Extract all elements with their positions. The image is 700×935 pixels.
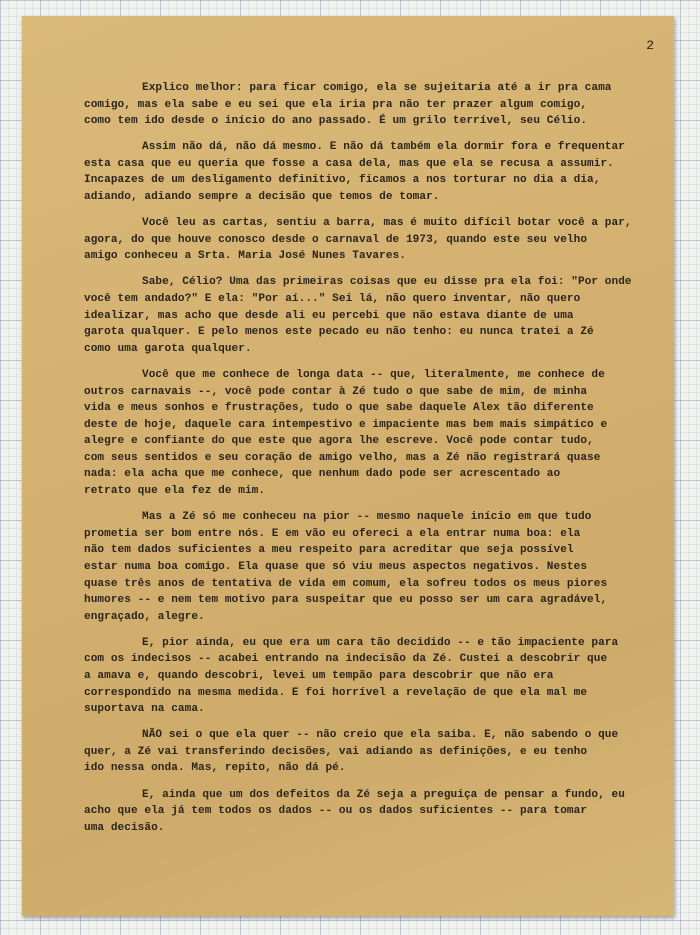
text-line: vida e meus sonhos e frustrações, tudo o que sabe daquele Alex tão diferente: [84, 402, 594, 415]
text-line: como tem ido desde o início do ano passado. É um grilo terrível, seu Célio.: [84, 115, 588, 128]
text-line: Incapazes de um desligamento definitivo, ficamos a nos torturar no dia a dia,: [84, 174, 601, 187]
text-line: agora, do que houve conosco desde o carnaval de 1973, quando este seu velho: [84, 233, 588, 246]
text-line: nada: ela acha que me conhece, que nenhum dado pode ser acrescentado ao: [84, 468, 561, 481]
text-line: NÃO sei o que ela quer -- não creio que ela saiba. E, não sabendo o que: [142, 729, 619, 742]
paragraph: [84, 139, 656, 205]
text-line: Explico melhor: para ficar comigo, ela se sujeitaria até a ir pra cama: [142, 82, 612, 94]
text-line: Assim não dá, não dá mesmo. E não dá também ela dormir fora e frequentar: [142, 141, 625, 154]
text-line: amigo conheceu a Srta. Maria José Nunes Tavares.: [84, 250, 406, 263]
text-line: comigo, mas ela sabe e eu sei que ela iria pra não ter prazer algum comigo,: [84, 98, 588, 111]
text-line: retrato que ela fez de mim.: [84, 485, 266, 498]
text-line: idealizar, mas acho que desde ali eu percebi que não estava diante de uma: [84, 309, 574, 322]
text-line: alegre e confiante do que este que agora lhe escreve. Você pode contar tudo,: [84, 435, 594, 448]
text-line: com os indecisos -- acabei entrando na indecisão da Zé. Custei a descobrir que: [84, 653, 608, 666]
text-line: com seus sentidos e seu coração de amigo velho, mas a Zé não registrará quase: [84, 451, 601, 464]
text-line: outros carnavais --, você pode contar à Zé tudo o que sabe de mim, de minha: [84, 385, 588, 398]
paragraph: [84, 215, 656, 265]
text-line: engraçado, alegre.: [84, 610, 205, 623]
text-line: uma decisão.: [84, 821, 165, 834]
paragraph: [84, 367, 656, 500]
text-line: esta casa que eu queria que fosse a casa dela, mas que ela se recusa a assumir.: [84, 157, 614, 170]
text-line: quase três anos de tentativa de vida em comum, ela sofreu todos os meus piores: [84, 577, 608, 590]
text-line: Você leu as cartas, sentiu a barra, mas é muito difícil botar você a par,: [142, 217, 632, 230]
text-line: você tem andado?" E ela: "Por aí..." Sei lá, não quero inventar, não quero: [84, 293, 581, 306]
paragraph: [84, 787, 656, 837]
text-line: a amava e, quando descobri, levei um tempão para descobrir que não era: [84, 670, 554, 682]
text-line: quer, a Zé vai transferindo decisões, vai adiando as definições, e eu tenho: [84, 745, 588, 758]
text-line: garota qualquer. E pelo menos este pecado eu não tenho: eu nunca tratei a Zé: [84, 326, 594, 339]
typewritten-page: [22, 16, 674, 916]
text-line: não tem dados suficientes a meu respeito para acreditar que seja possível: [84, 544, 574, 557]
text-line: Mas a Zé só me conheceu na pior -- mesmo naquele início em que tudo: [142, 511, 592, 524]
text-line: E, pior ainda, eu que era um cara tão decidido -- e tão impaciente para: [142, 636, 619, 649]
text-line: Sabe, Célio? Uma das primeiras coisas que eu disse pra ela foi: "Por onde: [142, 276, 632, 289]
text-line: adiando, adiando sempre a decisão que temos de tomar.: [84, 191, 440, 204]
text-line: suportava na cama.: [84, 703, 205, 716]
paragraph: [84, 509, 656, 625]
text-line: como uma garota qualquer.: [84, 342, 252, 355]
text-line: estar numa boa comigo. Ela quase que só viu meus aspectos negativos. Nestes: [84, 560, 588, 573]
paragraph: [84, 80, 656, 130]
text-line: deste de hoje, daquele cara intempestivo e impaciente mas bem mais simpático e: [84, 418, 608, 431]
text-line: ido nessa onda. Mas, repito, não dá pé.: [84, 762, 346, 775]
paragraph: [84, 727, 656, 777]
text-line: acho que ela já tem todos os dados -- ou os dados suficientes -- para tomar: [84, 805, 588, 818]
text-line: humores -- e nem tem motivo para suspeitar que eu posso ser um cara agradável,: [84, 594, 608, 607]
paragraph: [84, 274, 656, 357]
text-line: E, ainda que um dos defeitos da Zé seja a preguiça de pensar a fundo, eu: [142, 788, 625, 801]
text-line: Você que me conhece de longa data -- que, literalmente, me conhece de: [142, 368, 605, 381]
text-line: correspondido na mesma medida. E foi horrível a revelação de que ela mal me: [84, 686, 588, 699]
page-number: 2: [646, 38, 654, 53]
letter-body: [84, 80, 656, 846]
paragraph: [84, 635, 656, 718]
text-line: prometia ser bom entre nós. E em vão eu ofereci a ela entrar numa boa: ela: [84, 527, 581, 540]
